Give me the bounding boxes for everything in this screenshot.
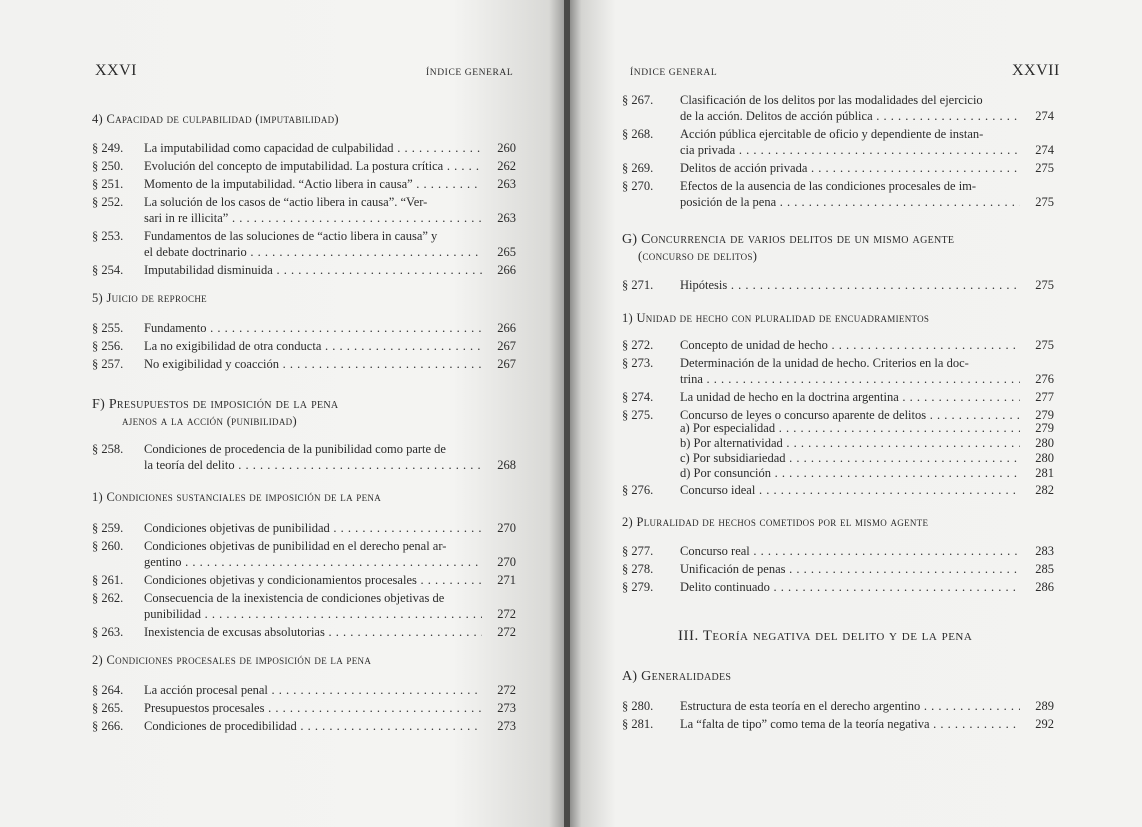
section-number: § 274. (622, 390, 654, 404)
toc-entry (92, 194, 516, 226)
entry-title (144, 338, 482, 354)
entry-line: Imputabilidad disminuida . . . (144, 262, 482, 278)
page-ref: 292 (1035, 717, 1054, 731)
toc-entry (92, 176, 516, 192)
entry-line: Fundamentos de las soluciones de “actio libera in causa” y (144, 229, 438, 243)
section-number: § 271. (622, 278, 654, 292)
page-ref: 279 (1035, 408, 1054, 422)
right-page (570, 0, 1142, 827)
entry-line: posición de la pena . . . (680, 194, 1020, 210)
entry-line: b) Por alternatividad . . . (680, 435, 1020, 451)
entry-title (144, 700, 482, 716)
section-number: § 258. (92, 442, 124, 456)
entry-line: sari in re illicita” . . . (144, 210, 482, 226)
toc-entry (622, 337, 1054, 353)
entry-title (144, 572, 482, 588)
section-heading: 5) Juicio de reproche (92, 291, 207, 305)
entry-line: Efectos de la ausencia de las condiciones procesales de im- (680, 179, 977, 193)
section-heading: ajenos a la acción (punibilidad) (122, 414, 297, 428)
page-ref: 274 (1035, 109, 1054, 123)
entry-title (680, 277, 1020, 293)
entry-line: gentino . . . (144, 554, 482, 570)
left-page-number: XXVI (95, 62, 137, 79)
entry-line: Hipótesis . . . (680, 277, 1020, 293)
section-number: § 277. (622, 544, 654, 558)
page-ref: 285 (1035, 562, 1054, 576)
entry-line: Inexistencia de excusas absolutorias . . . (144, 624, 482, 640)
toc-entry (622, 355, 1054, 387)
toc-entry (622, 160, 1054, 176)
toc-subentry (680, 465, 1054, 481)
toc-entry (622, 126, 1054, 158)
entry-title (144, 718, 482, 734)
toc-entry (622, 277, 1054, 293)
subentry-title (680, 420, 1020, 436)
left-running-head: ÍNDICE GENERAL (426, 68, 514, 78)
toc-subentry (680, 420, 1054, 436)
entry-title (144, 176, 482, 192)
entry-title (144, 140, 482, 156)
page-ref: 275 (1035, 161, 1054, 175)
toc-entry (92, 538, 516, 570)
toc-entry (92, 590, 516, 622)
toc-entry (622, 543, 1054, 559)
page-ref: 272 (497, 625, 516, 639)
section-number: § 270. (622, 179, 654, 193)
subentry-title (680, 465, 1020, 481)
page-ref: 275 (1035, 195, 1054, 209)
entry-title (680, 126, 1020, 158)
section-heading: 1) Unidad de hecho con pluralidad de encuadramientos (622, 311, 930, 325)
entry-title (680, 482, 1020, 498)
section-number: § 253. (92, 229, 124, 243)
entry-line: Concurso ideal . . . (680, 482, 1020, 498)
entry-line: Acción pública ejercitable de oficio y dependiente de instan- (680, 127, 984, 141)
entry-title (680, 716, 1020, 732)
entry-line: La unidad de hecho en la doctrina argentina . . . (680, 389, 1020, 405)
page-ref: 272 (497, 607, 516, 621)
section-number: § 254. (92, 263, 124, 277)
section-number: § 278. (622, 562, 654, 576)
section-number: § 257. (92, 357, 124, 371)
section-number: § 269. (622, 161, 654, 175)
entry-line: Unificación de penas . . . (680, 561, 1020, 577)
entry-line: el debate doctrinario . . . (144, 244, 482, 260)
entry-line: La “falta de tipo” como tema de la teoría negativa . . . (680, 716, 1020, 732)
page-ref: 270 (497, 521, 516, 535)
page-ref: 280 (1035, 451, 1054, 465)
section-number: § 255. (92, 321, 124, 335)
toc-entry (92, 624, 516, 640)
entry-line: Condiciones objetivas de punibilidad . . . (144, 520, 482, 536)
entry-title (680, 579, 1020, 595)
entry-line: a) Por especialidad . . . (680, 420, 1020, 436)
section-number: § 264. (92, 683, 124, 697)
entry-title (680, 160, 1020, 176)
section-heading: 4) Capacidad de culpabilidad (imputabilidad) (92, 112, 339, 126)
page-ref: 268 (497, 458, 516, 472)
toc-entry (622, 482, 1054, 498)
entry-line: Concepto de unidad de hecho . . . (680, 337, 1020, 353)
toc-entry (92, 356, 516, 372)
toc-subentry (680, 435, 1054, 451)
section-heading: 2) Pluralidad de hechos cometidos por el mismo agente (622, 515, 929, 529)
entry-title (680, 389, 1020, 405)
page-ref: 272 (497, 683, 516, 697)
entry-title (680, 178, 1020, 210)
page-ref: 279 (1035, 421, 1054, 435)
entry-line: Estructura de esta teoría en el derecho argentino . . . (680, 698, 1020, 714)
toc-entry (92, 718, 516, 734)
section-heading: 2) Condiciones procesales de imposición de la pena (92, 653, 372, 667)
entry-line: La imputabilidad como capacidad de culpabilidad . . . (144, 140, 482, 156)
section-number: § 260. (92, 539, 124, 553)
page-ref: 266 (497, 263, 516, 277)
entry-title (144, 194, 482, 226)
toc-entry (622, 561, 1054, 577)
entry-line: punibilidad . . . (144, 606, 482, 622)
section-number: § 250. (92, 159, 124, 173)
section-heading: 1) Condiciones sustanciales de imposición de la pena (92, 490, 382, 504)
section-number: § 281. (622, 717, 654, 731)
right-page-number: XXVII (1012, 62, 1060, 79)
page-ref: 263 (497, 177, 516, 191)
page-ref: 282 (1035, 483, 1054, 497)
toc-entry (92, 441, 516, 473)
entry-line: la teoría del delito . . . (144, 457, 482, 473)
entry-line: No exigibilidad y coacción . . . (144, 356, 482, 372)
section-number: § 268. (622, 127, 654, 141)
entry-line: Delitos de acción privada . . . (680, 160, 1020, 176)
entry-title (144, 356, 482, 372)
toc-entry (622, 92, 1054, 124)
entry-title (680, 561, 1020, 577)
page-ref: 289 (1035, 699, 1054, 713)
toc-entry (92, 682, 516, 698)
toc-entry (92, 158, 516, 174)
toc-subentry (680, 450, 1054, 466)
entry-title (144, 624, 482, 640)
toc-entry (622, 389, 1054, 405)
entry-line: Consecuencia de la inexistencia de condiciones objetivas de (144, 591, 445, 605)
entry-line: Condiciones objetivas y condicionamientos procesales . . . (144, 572, 482, 588)
toc-entry (622, 178, 1054, 210)
entry-title (144, 590, 482, 622)
section-heading: A) Generalidades (622, 669, 732, 684)
section-number: § 266. (92, 719, 124, 733)
entry-title (144, 520, 482, 536)
section-heading: (concurso de delitos) (638, 249, 758, 263)
subentry-title (680, 435, 1020, 451)
entry-line: Momento de la imputabilidad. “Actio libera in causa” . . . (144, 176, 482, 192)
entry-line: Condiciones de procedencia de la punibilidad como parte de (144, 442, 446, 456)
page-ref: 283 (1035, 544, 1054, 558)
toc-entry (92, 140, 516, 156)
entry-line: trina . . . (680, 371, 1020, 387)
entry-line: de la acción. Delitos de acción pública . . . (680, 108, 1020, 124)
entry-line: La solución de los casos de “actio libera in causa”. “Ver- (144, 195, 428, 209)
page-ref: 277 (1035, 390, 1054, 404)
part-title: III. Teoría negativa del delito y de la pena (678, 628, 973, 644)
toc-entry (622, 579, 1054, 595)
entry-title (680, 92, 1020, 124)
section-number: § 251. (92, 177, 124, 191)
entry-line: Fundamento . . . (144, 320, 482, 336)
page-ref: 280 (1035, 436, 1054, 450)
toc-entry (92, 262, 516, 278)
toc-entry (92, 338, 516, 354)
section-number: § 252. (92, 195, 124, 209)
entry-title (144, 158, 482, 174)
subentry-title (680, 450, 1020, 466)
section-number: § 256. (92, 339, 124, 353)
page-ref: 274 (1035, 143, 1054, 157)
entry-title (144, 538, 482, 570)
page-ref: 270 (497, 555, 516, 569)
section-number: § 279. (622, 580, 654, 594)
page-ref: 273 (497, 701, 516, 715)
entry-line: Concurso de leyes o concurso aparente de delitos . . . (680, 407, 1020, 423)
entry-line: Presupuestos procesales . . . (144, 700, 482, 716)
toc-entry (622, 716, 1054, 732)
entry-title (144, 320, 482, 336)
section-number: § 267. (622, 93, 654, 107)
section-number: § 280. (622, 699, 654, 713)
toc-entry (622, 698, 1054, 714)
page-ref: 275 (1035, 338, 1054, 352)
entry-line: d) Por consunción . . . (680, 465, 1020, 481)
entry-line: Determinación de la unidad de hecho. Criterios en la doc- (680, 356, 969, 370)
entry-line: La no exigibilidad de otra conducta . . . (144, 338, 482, 354)
entry-line: Condiciones objetivas de punibilidad en el derecho penal ar- (144, 539, 447, 553)
section-number: § 261. (92, 573, 124, 587)
entry-line: c) Por subsidiariedad . . . (680, 450, 1020, 466)
page-ref: 286 (1035, 580, 1054, 594)
toc-entry (92, 520, 516, 536)
page-ref: 260 (497, 141, 516, 155)
page-ref: 275 (1035, 278, 1054, 292)
entry-title (144, 262, 482, 278)
left-page (0, 0, 566, 827)
section-number: § 262. (92, 591, 124, 605)
entry-title (680, 355, 1020, 387)
entry-title (144, 682, 482, 698)
page-ref: 262 (497, 159, 516, 173)
entry-line: Delito continuado . . . (680, 579, 1020, 595)
entry-line: La acción procesal penal . . . (144, 682, 482, 698)
entry-title (144, 441, 482, 473)
section-number: § 259. (92, 521, 124, 535)
entry-title (680, 543, 1020, 559)
page-ref: 276 (1035, 372, 1054, 386)
toc-entry (92, 700, 516, 716)
page-ref: 263 (497, 211, 516, 225)
section-heading: G) Concurrencia de varios delitos de un mismo agente (622, 232, 955, 247)
section-number: § 275. (622, 408, 654, 422)
toc-entry (92, 228, 516, 260)
entry-title (680, 337, 1020, 353)
toc-entry (92, 320, 516, 336)
page-ref: 271 (497, 573, 516, 587)
section-number: § 273. (622, 356, 654, 370)
page-ref: 267 (497, 339, 516, 353)
page-ref: 267 (497, 357, 516, 371)
page-ref: 281 (1035, 466, 1054, 480)
toc-entry (92, 572, 516, 588)
section-number: § 276. (622, 483, 654, 497)
section-number: § 249. (92, 141, 124, 155)
page-ref: 273 (497, 719, 516, 733)
entry-title (680, 698, 1020, 714)
entry-line: Evolución del concepto de imputabilidad. La postura crítica . . . (144, 158, 482, 174)
entry-title (144, 228, 482, 260)
entry-line: cia privada . . . (680, 142, 1020, 158)
entry-line: Concurso real . . . (680, 543, 1020, 559)
entry-line: Condiciones de procedibilidad . . . (144, 718, 482, 734)
page-ref: 266 (497, 321, 516, 335)
section-number: § 265. (92, 701, 124, 715)
section-number: § 272. (622, 338, 654, 352)
page-ref: 265 (497, 245, 516, 259)
section-number: § 263. (92, 625, 124, 639)
entry-line: Clasificación de los delitos por las modalidades del ejercicio (680, 93, 983, 107)
right-running-head: ÍNDICE GENERAL (630, 68, 718, 78)
section-heading: F) Presupuestos de imposición de la pena (92, 397, 339, 412)
